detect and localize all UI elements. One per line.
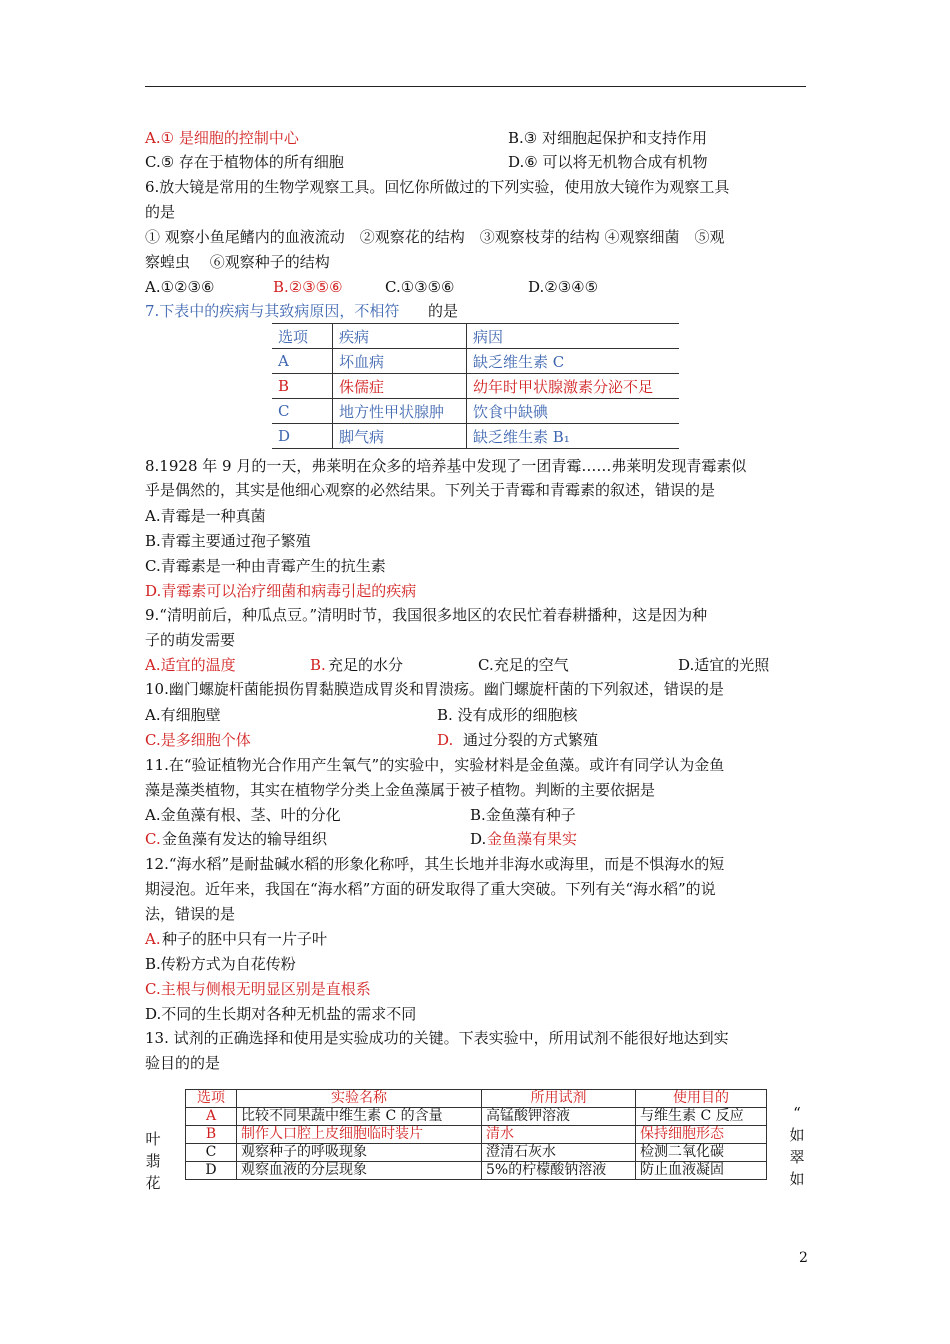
table-header-cell: 所用试剂 — [482, 1090, 636, 1108]
text-span: 法，错误的是 — [145, 905, 236, 923]
table-cell: 缺乏维生素 C — [467, 349, 680, 374]
table-row — [186, 1162, 767, 1180]
table-cell: 制作人口腔上皮细胞临时装片 — [237, 1126, 482, 1144]
table-cell: 5%的柠檬酸钠溶液 — [482, 1162, 636, 1180]
text-span: D. — [470, 830, 487, 848]
text-span: C.①③⑤⑥ — [385, 278, 455, 296]
text-span: 11.在“验证植物光合作用产生氧气”的实验中，实验材料是金鱼藻。或许有同学认为金鱼 — [145, 756, 725, 774]
table-cell: B — [272, 374, 333, 399]
table-cell: 清水 — [482, 1126, 636, 1144]
table-cell: 检测二氧化碳 — [636, 1144, 767, 1162]
table-cell: 坏血病 — [333, 349, 467, 374]
text-span: D.适宜的光照 — [678, 656, 770, 674]
table-cell: 饮食中缺碘 — [467, 399, 680, 424]
text-span: D.不同的生长期对各种无机盐的需求不同 — [145, 1005, 417, 1023]
side-text-right — [789, 1102, 805, 1190]
text-span: 9.“清明前后，种瓜点豆。”清明时节，我国很多地区的农民忙着春耕播种，这是因为种 — [145, 606, 708, 624]
table-cell: D — [186, 1162, 237, 1180]
table-cell: 与维生素 C 反应 — [636, 1108, 767, 1126]
header-rule — [145, 86, 806, 87]
table-cell: 缺乏维生素 B₁ — [467, 424, 680, 449]
table-header-row — [272, 324, 679, 349]
table-row — [272, 349, 679, 374]
table-cell: 防止血液凝固 — [636, 1162, 767, 1180]
text-span: D. — [437, 731, 454, 749]
text-span: 通过分裂的方式繁殖 — [463, 731, 599, 749]
table-header-cell: 选项 — [272, 324, 333, 349]
text-span: A. — [145, 930, 161, 948]
table-cell: A — [186, 1108, 237, 1126]
reagent-table — [185, 1089, 767, 1180]
table-cell: B — [186, 1126, 237, 1144]
table-cell: 观察血液的分层现象 — [237, 1162, 482, 1180]
text-span: 的是 — [145, 203, 176, 221]
table-cell: 侏儒症 — [333, 374, 467, 399]
table-row — [272, 399, 679, 424]
text-span: C.青霉素是一种由青霉产生的抗生素 — [145, 557, 386, 575]
text-span: ① 观察小鱼尾鳍内的血液流动 ②观察花的结构 ③观察枝芽的结构 ④观察细菌 ⑤观 — [145, 228, 725, 246]
text-span: A.适宜的温度 — [145, 656, 236, 674]
text-span: 10.幽门螺旋杆菌能损伤胃黏膜造成胃炎和胃溃疡。幽门螺旋杆菌的下列叙述，错误的是 — [145, 680, 724, 698]
text-span: D.②③④⑤ — [528, 278, 599, 296]
table-cell: 澄清石灰水 — [482, 1144, 636, 1162]
text-span: 藻是藻类植物，其实在植物学分类上金鱼藻属于被子植物。判断的主要依据是 — [145, 781, 656, 799]
text-span: B.金鱼藻有种子 — [470, 806, 576, 824]
table-cell: 地方性甲状腺肿 — [333, 399, 467, 424]
text-span: 子的萌发需要 — [145, 631, 236, 649]
table-cell: A — [272, 349, 333, 374]
text-span: C.主根与侧根无明显区别是直根系 — [145, 980, 371, 998]
text-span: 验目的的是 — [145, 1054, 221, 1072]
table-row — [186, 1126, 767, 1144]
side-char: 花 — [145, 1174, 161, 1192]
text-span: D.⑥ 可以将无机物合成有机物 — [508, 153, 708, 171]
text-span: 乎是偶然的，其实是他细心观察的必然结果。下列关于青霉和青霉素的叙述，错误的是 — [145, 481, 716, 499]
text-span: B. 没有成形的细胞核 — [437, 706, 578, 724]
table-header-cell: 病因 — [467, 324, 680, 349]
table-cell: 幼年时甲状腺激素分泌不足 — [467, 374, 680, 399]
table-row — [186, 1144, 767, 1162]
text-span: 察蝗虫 ⑥观察种子的结构 — [145, 253, 330, 271]
disease-table — [272, 323, 679, 449]
table-header-cell: 疾病 — [333, 324, 467, 349]
side-char: 叶 — [145, 1130, 161, 1148]
table-cell: 高锰酸钾溶液 — [482, 1108, 636, 1126]
table-header-cell: 使用目的 — [636, 1090, 767, 1108]
text-span: C.是多细胞个体 — [145, 731, 251, 749]
table-row — [272, 374, 679, 399]
side-char: 如 — [789, 1170, 805, 1188]
text-span: B. — [310, 656, 326, 674]
side-char: “ — [793, 1104, 801, 1122]
text-span: B.②③⑤⑥ — [273, 278, 343, 296]
table-cell: C — [186, 1144, 237, 1162]
table-row — [272, 424, 679, 449]
text-span: D.青霉素可以治疗细菌和病毒引起的疾病 — [145, 582, 417, 600]
side-char: 如 — [789, 1126, 805, 1144]
table-header-cell: 选项 — [186, 1090, 237, 1108]
text-span: 充足的水分 — [328, 656, 404, 674]
text-span: 金鱼藻有发达的输导组织 — [162, 830, 328, 848]
table-cell: D — [272, 424, 333, 449]
text-span: C. — [145, 830, 161, 848]
text-span: A.青霉是一种真菌 — [145, 507, 266, 525]
text-span: 期浸泡。近年来，我国在“海水稻”方面的研发取得了重大突破。下列有关“海水稻”的说 — [145, 880, 716, 898]
table-cell: C — [272, 399, 333, 424]
side-text-left — [145, 1128, 161, 1194]
side-char: 翡 — [145, 1152, 161, 1170]
table-row — [186, 1108, 767, 1126]
text-span: C.⑤ 存在于植物体的所有细胞 — [145, 153, 344, 171]
table-cell: 比较不同果蔬中维生素 C 的含量 — [237, 1108, 482, 1126]
text-span: A.①②③⑥ — [145, 278, 215, 296]
table-header-cell: 实验名称 — [237, 1090, 482, 1108]
table-cell: 脚气病 — [333, 424, 467, 449]
text-span: 13. 试剂的正确选择和使用是实验成功的关键。下表实验中，所用试剂不能很好地达到实 — [145, 1029, 729, 1047]
table-header-row — [186, 1090, 767, 1108]
text-span: 12.“海水稻”是耐盐碱水稻的形象化称呼，其生长地并非海水或海里，而是不惧海水的短 — [145, 855, 725, 873]
text-span: B.青霉主要通过孢子繁殖 — [145, 532, 311, 550]
text-span: A.① 是细胞的控制中心 — [145, 129, 299, 147]
table-cell: 观察种子的呼吸现象 — [237, 1144, 482, 1162]
text-span: B.传粉方式为自花传粉 — [145, 955, 296, 973]
text-span: 种子的胚中只有一片子叶 — [162, 930, 328, 948]
text-span: 8.1928 年 9 月的一天，弗莱明在众多的培养基中发现了一团青霉……弗莱明发现青霉素似 — [145, 457, 747, 475]
text-span: C.充足的空气 — [478, 656, 569, 674]
text-span: 7.下表中的疾病与其致病原因，不相符 — [145, 302, 400, 320]
text-span: B.③ 对细胞起保护和支持作用 — [508, 129, 708, 147]
side-char: 翠 — [789, 1148, 805, 1166]
text-span: 6.放大镜是常用的生物学观察工具。回忆你所做过的下列实验，使用放大镜作为观察工具 — [145, 178, 730, 196]
table-cell: 保持细胞形态 — [636, 1126, 767, 1144]
text-span: 金鱼藻有果实 — [487, 830, 578, 848]
text-span: A.金鱼藻有根、茎、叶的分化 — [145, 806, 341, 824]
page-number: 2 — [799, 1250, 808, 1266]
text-span: 的是 — [428, 302, 459, 320]
text-span: A.有细胞壁 — [145, 706, 221, 724]
